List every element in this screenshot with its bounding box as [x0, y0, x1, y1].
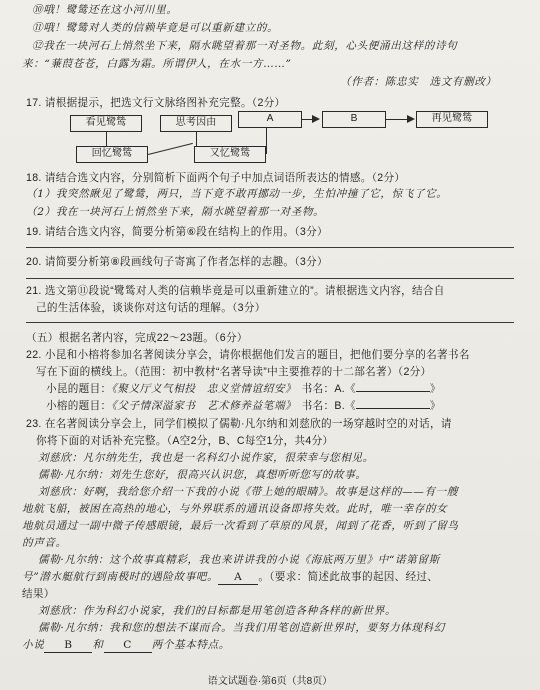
dialogue-7-pre: 小说: [22, 639, 45, 651]
question-17: 17. 请根据提示，把选文行文脉络图补充完整。（2分）: [26, 97, 286, 109]
page-footer: 语文试题卷·第6页（共8页）: [207, 676, 333, 687]
passage-line-11: ⑪哦！鹭鸶对人类的信赖毕竟是可以重新建立的。: [32, 22, 279, 34]
flow-box-see: 看见鹭鸶: [70, 115, 142, 132]
dialogue-6: 儒勒·凡尔纳：我和您的想法不谋而合。当我们用笔创造新世界时，要努力体现科幻: [38, 622, 445, 634]
rong-book-close: 》: [429, 400, 441, 412]
blank-a-input[interactable]: A: [218, 571, 258, 585]
dialogue-4b-text: 号”潜水艇航行到南极时的遇险故事吧。: [22, 571, 219, 583]
flow-box-a[interactable]: A: [238, 111, 302, 128]
dialogue-1: 刘慈欣：凡尔纳先生，我也是一名科幻小说作家，很荣幸与您相见。: [38, 452, 374, 464]
question-22-line-2: 写在下面的横线上。（范围：初中教材“名著导读”中主要推荐的十二部名著）（2分）: [36, 366, 432, 378]
blank-c-input[interactable]: C: [104, 639, 152, 653]
flow-connector: [106, 132, 107, 146]
book-b-input[interactable]: [356, 408, 430, 409]
dialogue-4a: 儒勒·凡尔纳：这个故事真精彩，我也来讲讲我的小说《海底两万里》中“诺第留斯: [38, 554, 440, 566]
flow-box-recall: 回忆鹭鸶: [76, 146, 148, 163]
passage-line-10: ⑩哦！鹭鸶还在这小河川里。: [32, 4, 178, 16]
question-22-line-1: 22. 小昆和小榕将参加名著阅读分享会，请你根据他们发言的题目，把他们要分享的名著书名: [26, 349, 470, 361]
question-18-item-1: （1）我突然瞅见了鹭鸶，两只，当下竟不敢再挪动一步，生怕冲撞了它，惊飞了它。: [26, 188, 448, 200]
dialogue-7-post: 两个基本特点。: [151, 639, 230, 651]
dialogue-4c: 结果）: [22, 588, 55, 600]
dialogue-5: 刘慈欣：作为科幻小说家，我们的目标都是用笔创造各种各样的新世界。: [38, 605, 397, 617]
flow-box-b[interactable]: B: [322, 111, 386, 128]
dialogue-7-and: 和: [92, 639, 104, 651]
question-23-line-1: 23. 在名著阅读分享会上，同学们模拟了儒勒·凡尔纳和刘慈欣的一场穿越时空的对话，请: [26, 418, 452, 430]
dialogue-2: 儒勒·凡尔纳：刘先生您好，很高兴认识您，真想听听您写的故事。: [38, 469, 367, 481]
kun-book-close: 》: [429, 383, 441, 395]
question-22-kun: [46, 383, 441, 396]
kun-topic: 《聚义厅义气相投 忠义堂情谊绍安》: [111, 383, 292, 395]
rong-topic: 《父子情深溢家书 艺术修养益笔端》: [111, 400, 292, 412]
rong-book-label: 书名：B.《: [301, 400, 356, 412]
dialogue-4b: [22, 571, 438, 585]
flow-box-again: 再见鹭鸶: [416, 111, 488, 128]
dialogue-7: [22, 639, 230, 653]
book-a-input[interactable]: [356, 391, 430, 392]
passage-line-12b: 来：“蒹葭苍苍，白露为霜。所谓伊人，在水一方……”: [22, 58, 292, 70]
section-5-heading: （五）根据名著内容，完成22～23题。（6分）: [26, 332, 248, 344]
question-21-line-2: 己的生活体验，谈谈你对这句话的理解。（3分）: [36, 302, 266, 314]
question-21-line-1: 21. 选文第⑪段说“鹭鸶对人类的信赖毕竟是可以重新建立的”。请根据选文内容，结合自: [26, 285, 445, 297]
question-20: 20. 请简要分析第⑧段画线句子寄寓了作者怎样的志趣。（3分）: [26, 256, 328, 268]
dialogue-3b: 地航飞船，被困在高热的地心，与外界联系的通讯设备即将失效。此时，唯一幸存的女: [22, 503, 448, 515]
rong-label: 小榕的题目：: [46, 400, 112, 412]
flow-connector: [266, 128, 267, 154]
flow-box-recall-again: 又忆鹭鸶: [194, 146, 266, 163]
answer-line[interactable]: [26, 322, 514, 323]
flow-connector: [196, 132, 197, 146]
answer-line[interactable]: [26, 247, 514, 248]
kun-label: 小昆的题目：: [46, 383, 112, 395]
passage-source: （作者：陈忠实 选文有删改）: [340, 76, 497, 88]
flow-box-think: 思考因由: [160, 115, 232, 132]
flow-connector: [148, 143, 193, 155]
dialogue-3c: 地航员通过一副中微子传感眼镜，最后一次看到了草原的风景，闻到了花香，听到了留鸟: [22, 520, 459, 532]
dialogue-4b-requirement: 。（要求：简述此故事的起因、经过、: [258, 571, 439, 583]
dialogue-3a: 刘慈欣：好啊，我给您介绍一下我的小说《带上她的眼睛》。故事是这样的——有一艘: [38, 486, 459, 498]
question-18-item-2: （2）我在一块河石上悄然坐下来，隔水眺望着那一对圣物。: [26, 206, 325, 218]
flow-arrow-head: [312, 115, 320, 123]
question-19: 19. 请结合选文内容，简要分析第⑥段在结构上的作用。（3分）: [26, 226, 328, 238]
kun-book-label: 书名：A.《: [301, 383, 356, 395]
question-18: 18. 请结合选文内容，分别简析下面两个句子中加点词语所表达的情感。（2分）: [26, 172, 406, 184]
dialogue-3d: 的声音。: [22, 537, 67, 549]
flow-arrow-head: [407, 115, 415, 123]
question-22-rong: [46, 400, 441, 413]
question-23-line-2: 你将下面的对话补充完整。（A空2分，B、C每空1分，共4分）: [36, 435, 334, 447]
answer-line[interactable]: [26, 278, 514, 279]
blank-b-input[interactable]: B: [44, 639, 92, 653]
flow-arrow-line: [386, 119, 408, 120]
passage-line-12a: ⑫我在一块河石上悄然坐下来，隔水眺望着那一对圣物。此刻，心头便涌出这样的诗句: [32, 40, 458, 52]
